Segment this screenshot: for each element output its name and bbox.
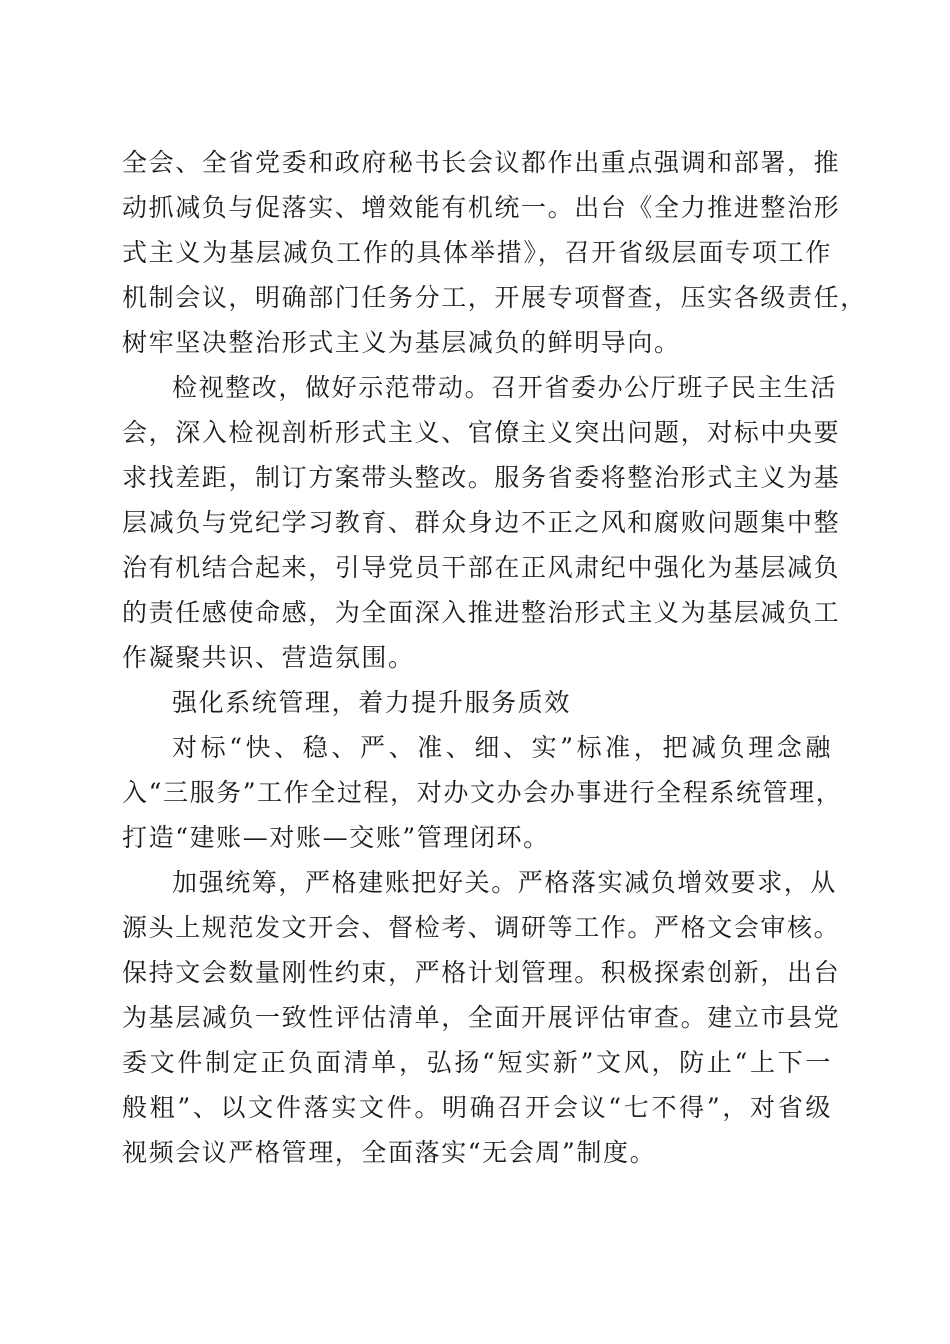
text-line: 全会、全省党委和政府秘书长会议都作出重点强调和部署，推 xyxy=(122,148,841,177)
text-line: 树牢坚决整治形式主义为基层减负的鲜明导向。 xyxy=(122,328,681,357)
text-line: 的责任感使命感，为全面深入推进整治形式主义为基层减负工 xyxy=(122,598,841,627)
text-line: 对标“快、稳、严、准、细、实”标准，把减负理念融 xyxy=(172,733,832,762)
text-line: 般粗”、以文件落实文件。明确召开会议“七不得”，对省级 xyxy=(122,1093,832,1122)
text-line: 治有机结合起来，引导党员干部在正风肃纪中强化为基层减负 xyxy=(122,553,841,582)
text-line: 作凝聚共识、营造氛围。 xyxy=(122,643,415,672)
text-line: 入“三服务”工作全过程，对办文办会办事进行全程系统管理， xyxy=(122,778,843,807)
text-line: 源头上规范发文开会、督检考、调研等工作。严格文会审核。 xyxy=(122,913,841,942)
paragraph-3 xyxy=(122,725,843,860)
text-line: 求找差距，制订方案带头整改。服务省委将整治形式主义为基 xyxy=(122,463,841,492)
paragraph-1 xyxy=(122,140,867,365)
section-heading xyxy=(122,680,832,725)
heading-line: 强化系统管理，着力提升服务质效 xyxy=(172,688,572,717)
text-line: 机制会议，明确部门任务分工，开展专项督查，压实各级责任， xyxy=(122,283,867,312)
document-body xyxy=(122,140,867,1175)
text-line: 动抓减负与促落实、增效能有机统一。出台《全力推进整治形 xyxy=(122,193,841,222)
text-line: 层减负与党纪学习教育、群众身边不正之风和腐败问题集中整 xyxy=(122,508,841,537)
text-line: 委文件制定正负面清单，弘扬“短实新”文风，防止“上下一 xyxy=(122,1048,832,1077)
paragraph-4 xyxy=(122,860,841,1175)
text-line: 为基层减负一致性评估清单，全面开展评估审查。建立市县党 xyxy=(122,1003,841,1032)
text-line: 视频会议严格管理，全面落实“无会周”制度。 xyxy=(122,1138,657,1167)
text-line: 保持文会数量刚性约束，严格计划管理。积极探索创新，出台 xyxy=(122,958,841,987)
text-line: 打造“建账—对账—交账”管理闭环。 xyxy=(122,823,550,852)
text-line: 加强统筹，严格建账把好关。严格落实减负增效要求，从 xyxy=(172,868,838,897)
text-line: 检视整改，做好示范带动。召开省委办公厅班子民主生活 xyxy=(172,373,838,402)
text-line: 式主义为基层减负工作的具体举措》，召开省级层面专项工作 xyxy=(122,238,832,267)
paragraph-2 xyxy=(122,365,841,680)
text-line: 会，深入检视剖析形式主义、官僚主义突出问题，对标中央要 xyxy=(122,418,841,447)
